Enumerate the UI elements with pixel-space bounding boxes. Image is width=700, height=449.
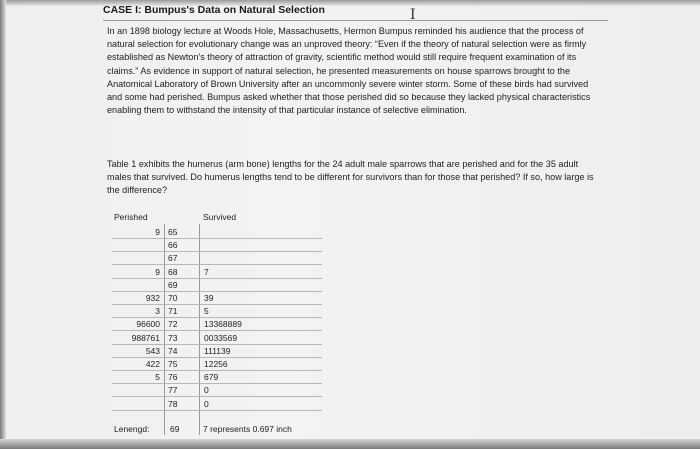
stem-value: 72 [168,319,178,330]
stem-value: 69 [168,279,178,290]
text-cursor-icon: I [410,7,416,23]
survived-leaves: 12256 [204,359,228,369]
header-perished: Perished [114,212,148,222]
legend-stem: 69 [170,424,180,434]
survived-leaves: 0 [204,398,209,409]
survived-leaves: 679 [204,372,219,383]
survived-leaves: 111139 [204,345,231,356]
question-paragraph: Table 1 exhibits the humerus (arm bone) lengths for the 24 adult male sparrows that are perished and for the 35 adult males that survived. Do humerus lengths tend to be different for survivors than for those that perished? If so, how large is the difference? [107,159,594,196]
stem-value: 73 [168,332,178,343]
survived-leaves: 7 [204,266,209,277]
row-rule [112,396,322,397]
row-rule [112,383,322,384]
stem-value: 68 [168,266,178,277]
title-underline [103,20,608,21]
case-title: CASE I: Bumpus's Data on Natural Selection [103,4,325,16]
stem-value: 74 [168,345,178,356]
survived-leaves: 39 [204,293,214,303]
perished-leaves: 9 [155,227,160,237]
perished-leaves: 988761 [131,332,160,343]
intro-paragraph: In an 1898 biology lecture at Woods Hole, Massachusetts, Hermon Bumpus reminded his audience that the process of natural selection for evolutionary change was an unproved theory: “Even if the theory of natural selection were as firmly established as Newton's theory of attraction of gravity, scientific method would still require frequent examination of its claims.” As evidence in support of natural selection, he presented measurements on house sparrows brought to the Anatomical Laboratory of Brown University after an uncommonly severe winter storm. Some of these birds had survived and some had perished. Bumpus asked whether that those perished did so because they lacked physical characteristics enabling them to withstand the intensity of that particular instance of selective elimination. [107,26,591,116]
survived-leaves: 0033569 [204,332,238,343]
perished-leaves: 9 [155,266,160,277]
survived-leaves: 13368889 [204,319,242,330]
row-rule [112,278,322,279]
stem-value: 78 [168,398,178,409]
row-rule [112,330,322,331]
stem-value: 65 [168,227,178,237]
stem-value: 77 [168,385,178,396]
perished-leaves: 422 [145,359,160,369]
row-rule [112,344,322,345]
perished-leaves: 932 [145,293,160,303]
page-left-edge [0,0,6,449]
row-rule [112,304,322,305]
row-rule [112,317,322,318]
perished-leaves: 543 [145,345,160,356]
row-rule [112,410,322,411]
perished-leaves: 96600 [136,319,160,330]
perished-leaves: 3 [155,306,160,317]
row-rule [112,370,322,371]
header-survived: Survived [203,212,237,222]
stem-value: 66 [168,240,178,251]
legend-label: Lenengd: [114,424,150,434]
stem-value: 71 [168,306,178,317]
legend-text: 7 represents 0.697 inch [203,424,292,434]
row-rule [112,264,322,265]
stem-value: 67 [168,253,178,264]
row-rule [112,251,322,252]
perished-leaves: 5 [155,372,160,383]
stem-value: 70 [168,293,178,303]
survived-leaves: 5 [204,306,209,317]
survived-leaves: 0 [204,385,209,396]
page-bottom-shadow [0,439,700,449]
row-rule [112,291,322,292]
row-rule [112,238,322,239]
row-rule [112,357,322,358]
stem-value: 76 [168,372,178,383]
stem-value: 75 [168,359,178,369]
